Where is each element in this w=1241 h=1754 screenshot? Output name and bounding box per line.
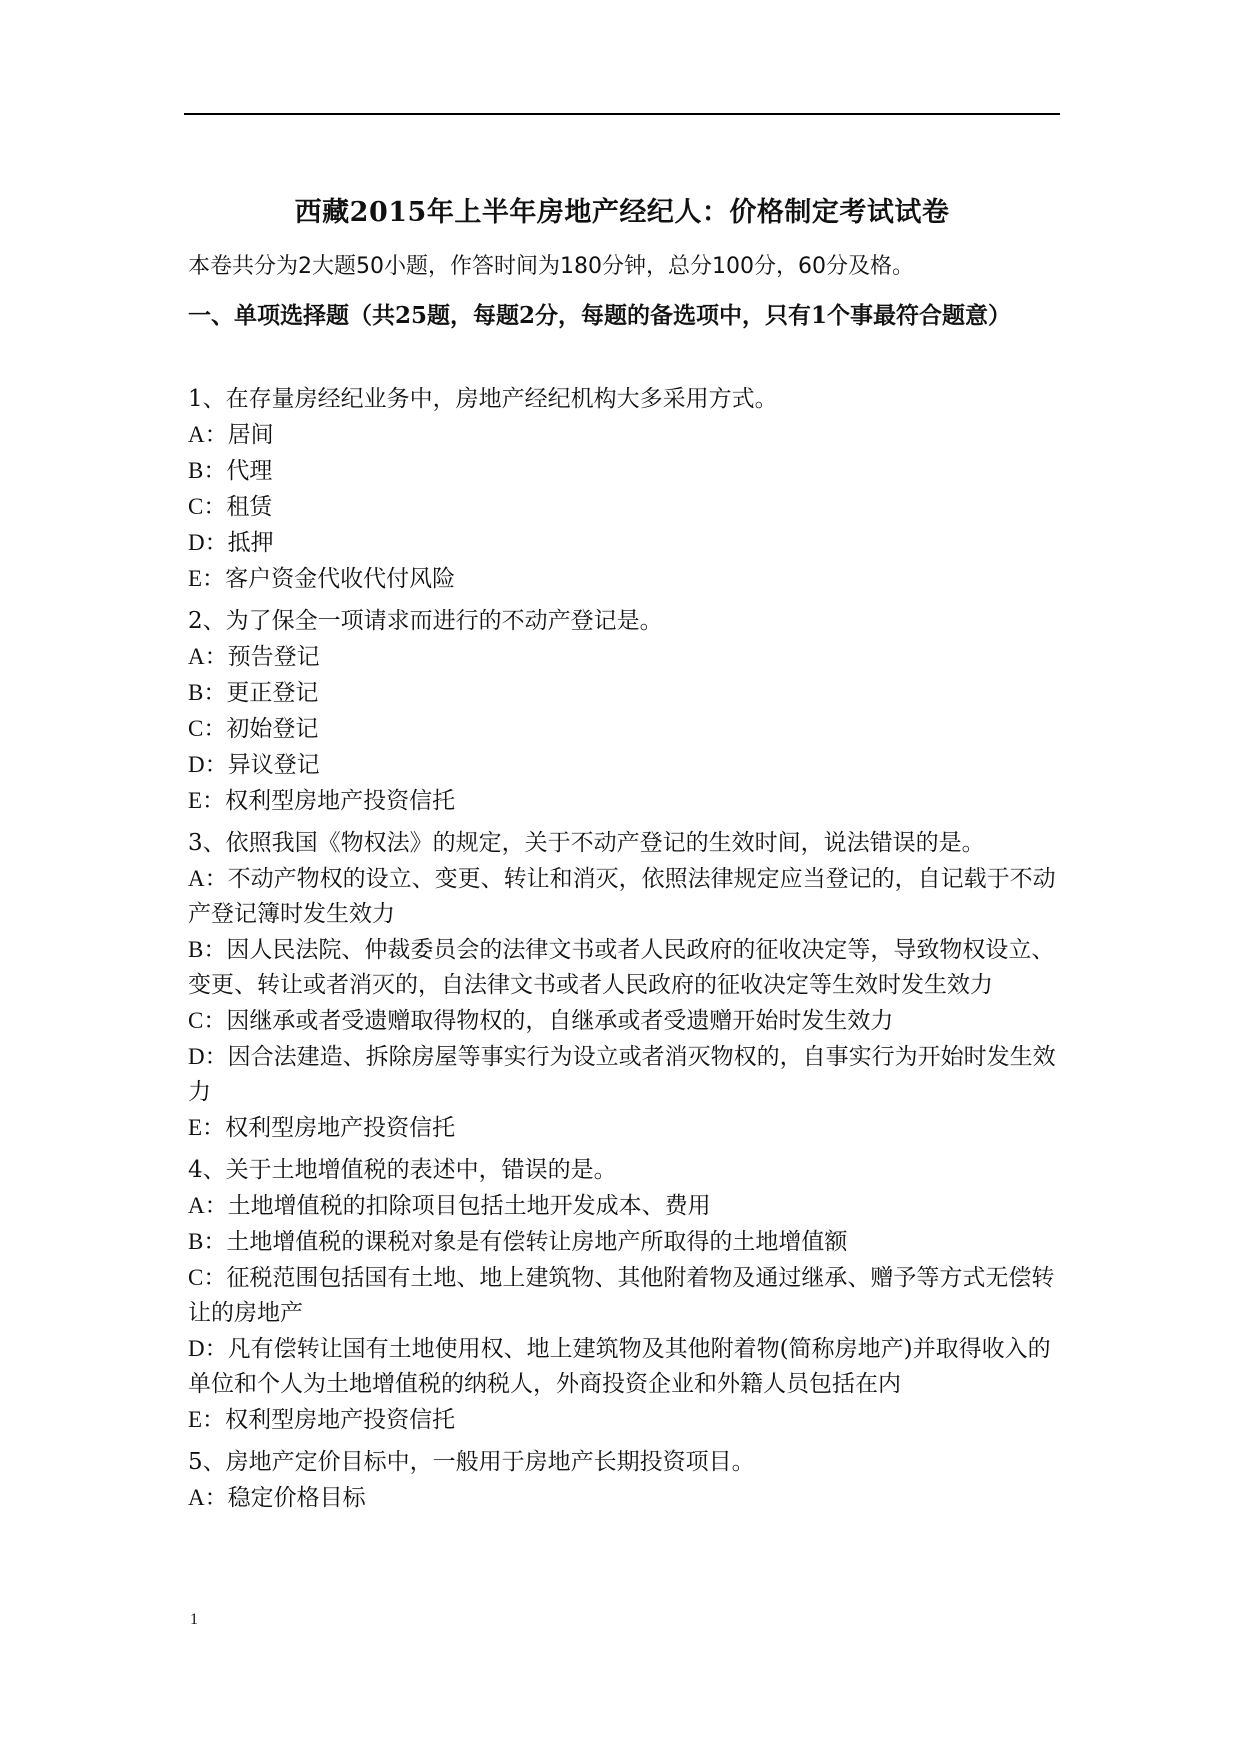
answer-option bbox=[188, 1110, 1060, 1146]
answer-option bbox=[188, 1188, 1060, 1224]
option-letter: D： bbox=[188, 530, 228, 555]
question-stem: 1、在存量房经纪业务中，房地产经纪机构大多采用方式。 bbox=[188, 386, 778, 412]
option-letter: B： bbox=[188, 680, 227, 705]
answer-option bbox=[188, 639, 1060, 675]
option-text: 居间 bbox=[227, 422, 274, 448]
option-text: 土地增值税的扣除项目包括土地开发成本、费用 bbox=[227, 1193, 711, 1219]
answer-option bbox=[188, 525, 1060, 561]
option-text: 权利型房地产投资信托 bbox=[225, 788, 456, 814]
answer-option bbox=[188, 417, 1060, 453]
page-number: 1 bbox=[190, 1611, 198, 1628]
option-text: 征税范围包括国有土地、地上建筑物、其他附着物及通过继承、赠予等方式无偿转让的房地产 bbox=[188, 1265, 1055, 1326]
option-text: 预告登记 bbox=[227, 644, 320, 670]
option-letter: A： bbox=[188, 644, 228, 669]
option-letter: E： bbox=[188, 1115, 226, 1140]
answer-option bbox=[188, 489, 1060, 525]
answer-option bbox=[188, 561, 1060, 597]
question-block bbox=[188, 826, 1060, 1146]
option-letter: A： bbox=[188, 1485, 228, 1510]
option-text: 抵押 bbox=[227, 530, 274, 556]
question-list bbox=[188, 382, 1060, 1523]
option-text: 客户资金代收代付风险 bbox=[225, 566, 456, 592]
answer-option bbox=[188, 1003, 1060, 1039]
answer-option bbox=[188, 1260, 1060, 1331]
option-letter: B： bbox=[188, 458, 227, 483]
option-letter: E： bbox=[188, 788, 226, 813]
option-letter: C： bbox=[188, 494, 227, 519]
option-letter: E： bbox=[188, 566, 226, 591]
question-stem: 2、为了保全一项请求而进行的不动产登记是。 bbox=[188, 608, 663, 634]
answer-option bbox=[188, 1331, 1060, 1402]
answer-option bbox=[188, 1039, 1060, 1110]
header-rule bbox=[184, 113, 1060, 115]
option-text: 土地增值税的课税对象是有偿转让房地产所取得的土地增值额 bbox=[226, 1229, 848, 1255]
option-text: 租赁 bbox=[226, 494, 273, 520]
question-block bbox=[188, 1445, 1060, 1516]
option-text: 权利型房地产投资信托 bbox=[225, 1115, 456, 1141]
question-block bbox=[188, 604, 1060, 819]
answer-option bbox=[188, 711, 1060, 747]
option-letter: B： bbox=[188, 937, 227, 962]
option-letter: A： bbox=[188, 422, 228, 447]
option-letter: A： bbox=[188, 866, 228, 891]
option-letter: D： bbox=[188, 1336, 228, 1361]
answer-option bbox=[188, 932, 1060, 1003]
option-text: 初始登记 bbox=[226, 716, 319, 742]
option-text: 因人民法院、仲裁委员会的法律文书或者人民政府的征收决定等，导致物权设立、变更、转让或者消灭的，自法律文书或者人民政府的征收决定等生效时发生效力 bbox=[188, 937, 1055, 998]
answer-option bbox=[188, 1402, 1060, 1438]
option-letter: C： bbox=[188, 1008, 227, 1033]
option-letter: E： bbox=[188, 1407, 226, 1432]
exam-intro: 本卷共分为2大题50小题，作答时间为180分钟，总分100分，60分及格。 bbox=[188, 254, 914, 279]
option-letter: D： bbox=[188, 1044, 228, 1069]
option-letter: C： bbox=[188, 716, 227, 741]
option-text: 因合法建造、拆除房屋等事实行为设立或者消灭物权的，自事实行为开始时发生效力 bbox=[188, 1044, 1056, 1105]
question-block bbox=[188, 382, 1060, 597]
question-stem: 5、房地产定价目标中，一般用于房地产长期投资项目。 bbox=[188, 1449, 755, 1475]
answer-option bbox=[188, 1224, 1060, 1260]
option-letter: A： bbox=[188, 1193, 228, 1218]
option-text: 权利型房地产投资信托 bbox=[225, 1407, 456, 1433]
option-text: 更正登记 bbox=[226, 680, 319, 706]
option-text: 凡有偿转让国有土地使用权、地上建筑物及其他附着物(简称房地产)并取得收入的单位和个人为土地增值税的纳税人，外商投资企业和外籍人员包括在内 bbox=[188, 1336, 1051, 1397]
option-text: 代理 bbox=[226, 458, 273, 484]
section-heading: 一、单项选择题（共25题，每题2分，每题的备选项中，只有1个事最符合题意） bbox=[188, 302, 1012, 329]
option-letter: D： bbox=[188, 752, 228, 777]
answer-option bbox=[188, 1480, 1060, 1516]
answer-option bbox=[188, 783, 1060, 819]
answer-option bbox=[188, 861, 1060, 932]
option-text: 因继承或者受遗赠取得物权的，自继承或者受遗赠开始时发生效力 bbox=[226, 1008, 894, 1034]
question-stem: 4、关于土地增值税的表述中，错误的是。 bbox=[188, 1157, 617, 1183]
option-text: 不动产物权的设立、变更、转让和消灭，依照法律规定应当登记的，自记载于不动产登记簿时发生效力 bbox=[188, 866, 1056, 927]
option-text: 稳定价格目标 bbox=[227, 1485, 366, 1511]
answer-option bbox=[188, 453, 1060, 489]
answer-option bbox=[188, 675, 1060, 711]
option-letter: B： bbox=[188, 1229, 227, 1254]
answer-option bbox=[188, 747, 1060, 783]
option-text: 异议登记 bbox=[227, 752, 320, 778]
option-letter: C： bbox=[188, 1265, 227, 1290]
document-title: 西藏2015年上半年房地产经纪人：价格制定考试试卷 bbox=[294, 197, 950, 228]
question-block bbox=[188, 1153, 1060, 1438]
question-stem: 3、依照我国《物权法》的规定，关于不动产登记的生效时间，说法错误的是。 bbox=[188, 830, 985, 856]
